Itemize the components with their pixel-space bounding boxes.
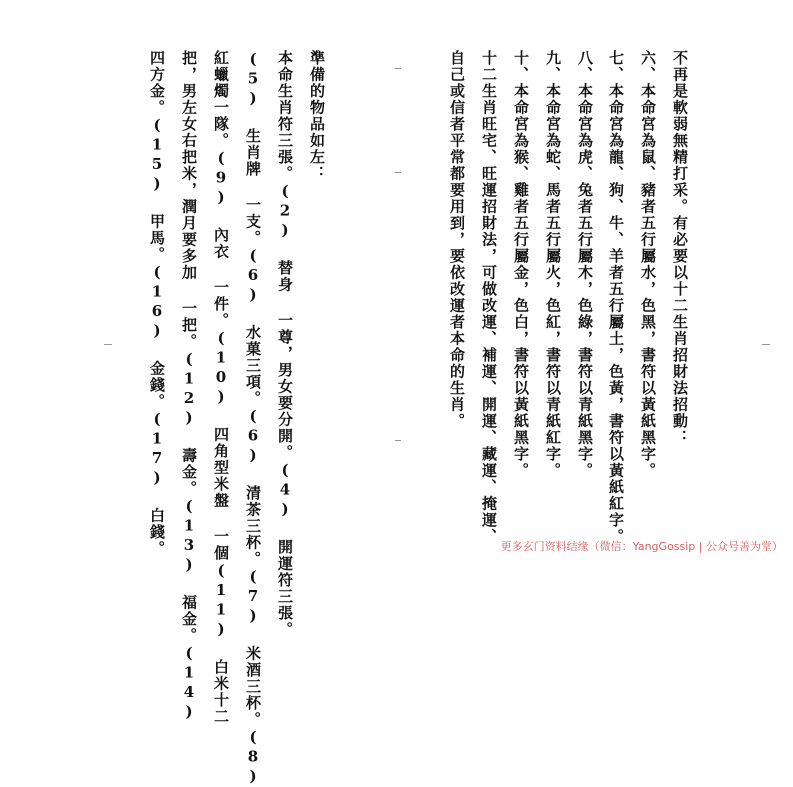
left-page-line-5: 四方金。(15) 甲馬。(16) 金錢。(17) 白錢。 — [148, 50, 166, 557]
right-page-line-7: 十二生肖旺宅、旺運招財法，可做改運、補運、開運、藏運、掩運、 — [480, 50, 498, 545]
left-page-line-4: 把，男左女右把米，潤月要多加 一把。(12) 壽金。(13) 福金。(14) — [180, 50, 198, 722]
scan-mark — [395, 440, 401, 441]
left-page-line-1: 本命生肖符三張。(2) 替身 一尊，男女要分開。(4) 開運符三張。 — [276, 50, 294, 638]
right-page-line-6: 十、本命宮為猴、雞者五行屬金，色白，書符以黃紙黑字。 — [512, 50, 530, 479]
right-page-line-1: 不再是軟弱無精打采。有必要以十二生肖招財法招動： — [671, 50, 689, 446]
right-page-line-8: 自己或信者平常都要用到，要依改運者本命的生肖。 — [448, 50, 466, 430]
left-page-line-2: (5) 生肖牌 一支。(6) 水菓三項。(6) 清茶三杯。(7) 米酒三杯。(8) — [244, 50, 262, 787]
scan-mark — [395, 172, 401, 173]
right-page-line-5: 九、本命宮為蛇、馬者五行屬火，色紅，書符以青紙紅字。 — [544, 50, 562, 479]
scan-mark — [762, 344, 770, 345]
right-page-line-4: 八、本命宮為虎、兔者五行屬木，色綠，書符以青紙黑字。 — [576, 50, 594, 479]
watermark-footer: 更多玄门资料结缘（微信：YangGossip | 公众号善为堂） — [500, 540, 783, 553]
left-page-heading: 準備的物品如左： — [308, 50, 326, 182]
right-page-line-3: 七、本命宮為龍、狗、牛、羊者五行屬土，色黃，書符以黃紙紅字。 — [607, 50, 625, 545]
scan-mark — [104, 344, 112, 345]
right-page-line-2: 六、本命宮為鼠、豬者五行屬水，色黑，書符以黃紙黑字。 — [639, 50, 657, 479]
left-page-line-3: 紅蠟燭一隊。(9) 內衣 一件。(10) 四角型米盤 一個(11) 白米十二 — [212, 50, 230, 725]
scan-mark — [395, 68, 401, 69]
